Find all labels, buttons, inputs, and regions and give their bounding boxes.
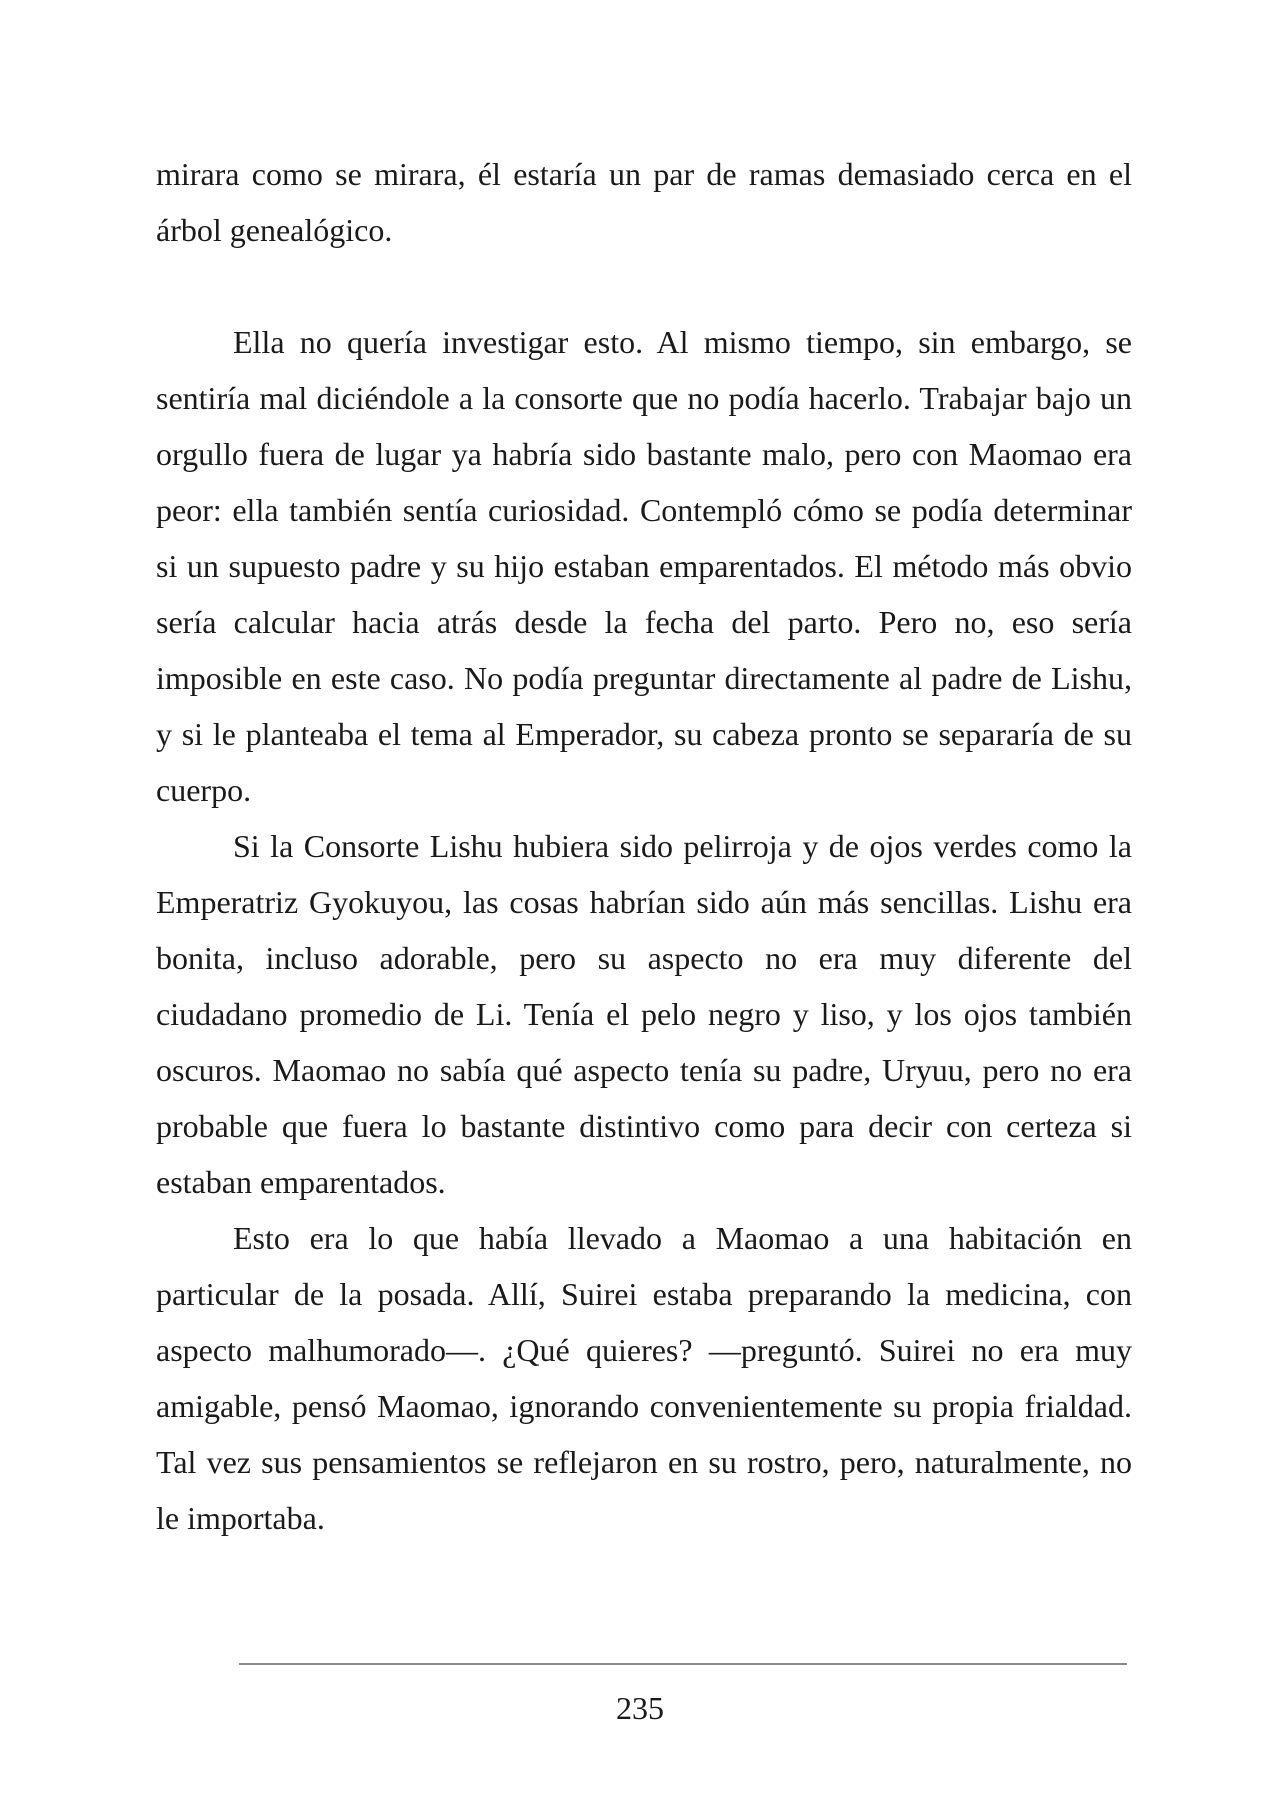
- page-number: 235: [616, 1690, 664, 1726]
- paragraph-continued: mirara como se mirara, él estaría un par de ramas demasiado cerca en el árbol genealógico.: [156, 156, 1132, 248]
- main-text-block: [156, 314, 1132, 1546]
- footer-divider: [239, 1663, 1127, 1665]
- paragraph-suirei: Esto era lo que había llevado a Maomao a una habitación en particular de la posada. Allí, Suirei estaba preparando la medicina, con aspecto malhumorado—. ¿Qué quieres? —preguntó. Suirei no era muy amigable, pensó Maomao, ignorando convenientemente su propia frialdad. Tal vez sus pensamientos se reflejaron en su rostro, pero, naturalmente, no le importaba.: [156, 1220, 1132, 1536]
- paragraph-appearance: Si la Consorte Lishu hubiera sido pelirroja y de ojos verdes como la Emperatriz Gyokuyou, las cosas habrían sido aún más sencillas. Lishu era bonita, incluso adorable, pero su aspecto no era muy diferente del ciudadano promedio de Li. Tenía el pelo negro y liso, y los ojos también oscuros. Maomao no sabía qué aspecto tenía su padre, Uryuu, pero no era probable que fuera lo bastante distintivo como para decir con certeza si estaban emparentados.: [156, 828, 1132, 1200]
- continued-paragraph-block: [156, 146, 1132, 258]
- paragraph-investigation: Ella no quería investigar esto. Al mismo tiempo, sin embargo, se sentiría mal diciéndole a la consorte que no podía hacerlo. Trabajar bajo un orgullo fuera de lugar ya habría sido bastante malo, pero con Maomao era peor: ella también sentía curiosidad. Contempló cómo se podía determinar si un supuesto padre y su hijo estaban emparentados. El método más obvio sería calcular hacia atrás desde la fecha del parto. Pero no, eso sería imposible en este caso. No podía preguntar directamente al padre de Lishu, y si le planteaba el tema al Emperador, su cabeza pronto se separaría de su cuerpo.: [156, 324, 1132, 808]
